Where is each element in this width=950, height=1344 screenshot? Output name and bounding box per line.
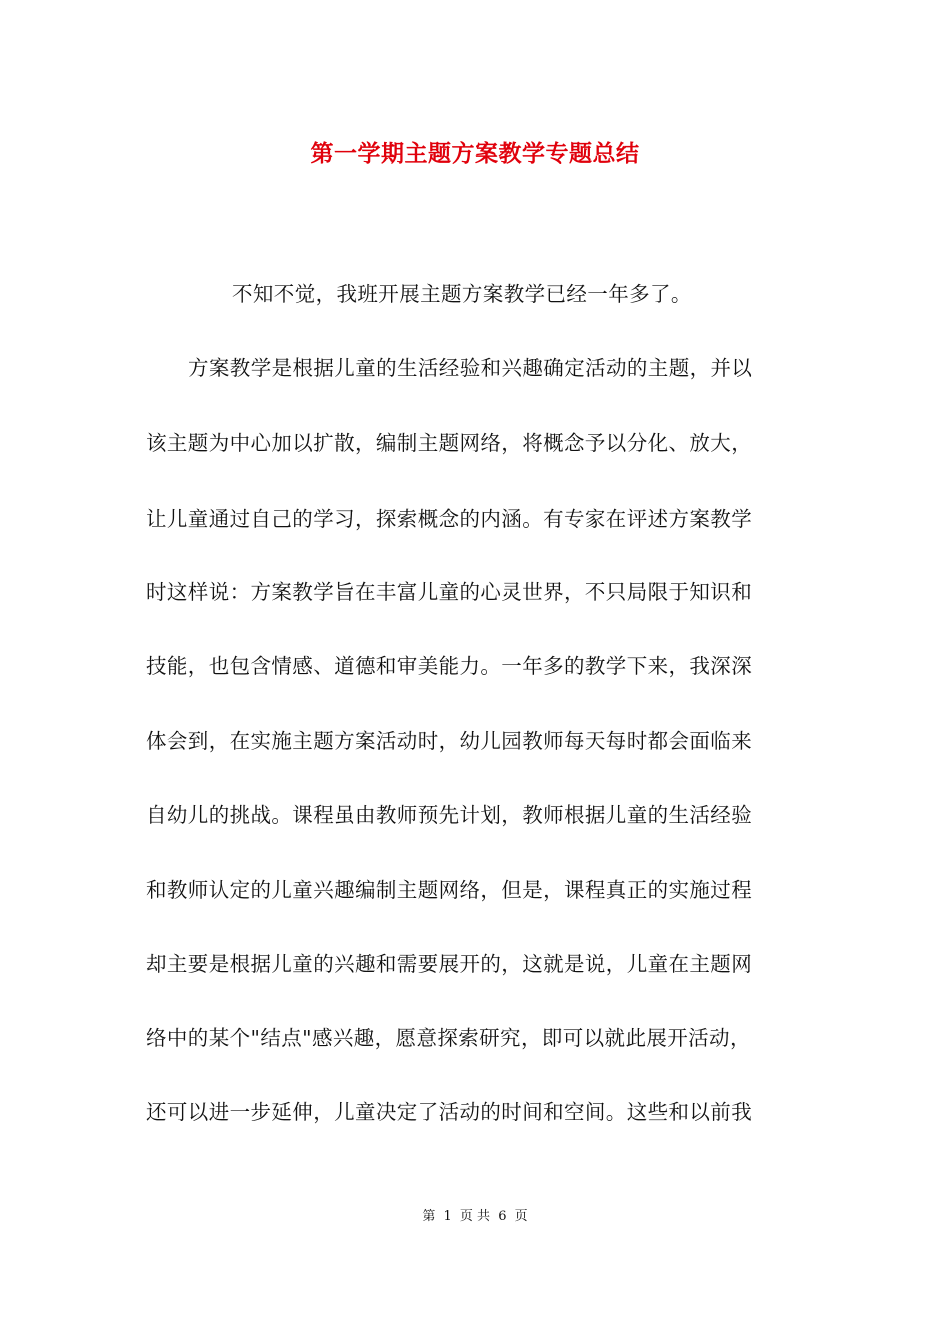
paragraph-line: 时这样说：方案教学旨在丰富儿童的心灵世界，不只局限于知识和 [146,580,753,604]
page-title: 第一学期主题方案教学专题总结 [310,140,640,167]
paragraph-line: 让儿童通过自己的学习，探索概念的内涵。有专家在评述方案教学 [146,507,753,531]
footer-total-pages: 6 [498,1209,507,1224]
paragraph-line: 不知不觉，我班开展主题方案教学已经一年多了。 [232,282,692,306]
paragraph-line: 和教师认定的儿童兴趣编制主题网络，但是，课程真正的实施过程 [146,878,753,902]
footer-middle: 页 共 [459,1209,491,1224]
paragraph-line: 自幼儿的挑战。课程虽由教师预先计划，教师根据儿童的生活经验 [146,803,753,827]
paragraph-line: 技能，也包含情感、道德和审美能力。一年多的教学下来，我深深 [146,654,753,678]
paragraph-line: 络中的某个"结点"感兴趣，愿意探索研究，即可以就此展开活动， [146,1026,751,1050]
footer-suffix: 页 [514,1209,528,1224]
paragraph-line: 方案教学是根据儿童的生活经验和兴趣确定活动的主题，并以 [188,356,753,380]
footer-prefix: 第 [422,1209,436,1224]
paragraph-line: 体会到，在实施主题方案活动时，幼儿园教师每天每时都会面临来 [146,729,753,753]
paragraph-line: 还可以进一步延伸，儿童决定了活动的时间和空间。这些和以前我 [146,1100,753,1124]
page-footer [0,1207,950,1227]
footer-current-page: 1 [443,1209,452,1224]
paragraph-line: 该主题为中心加以扩散，编制主题网络，将概念予以分化、放大， [146,431,753,455]
paragraph-line: 却主要是根据儿童的兴趣和需要展开的，这就是说，儿童在主题网 [146,952,753,976]
